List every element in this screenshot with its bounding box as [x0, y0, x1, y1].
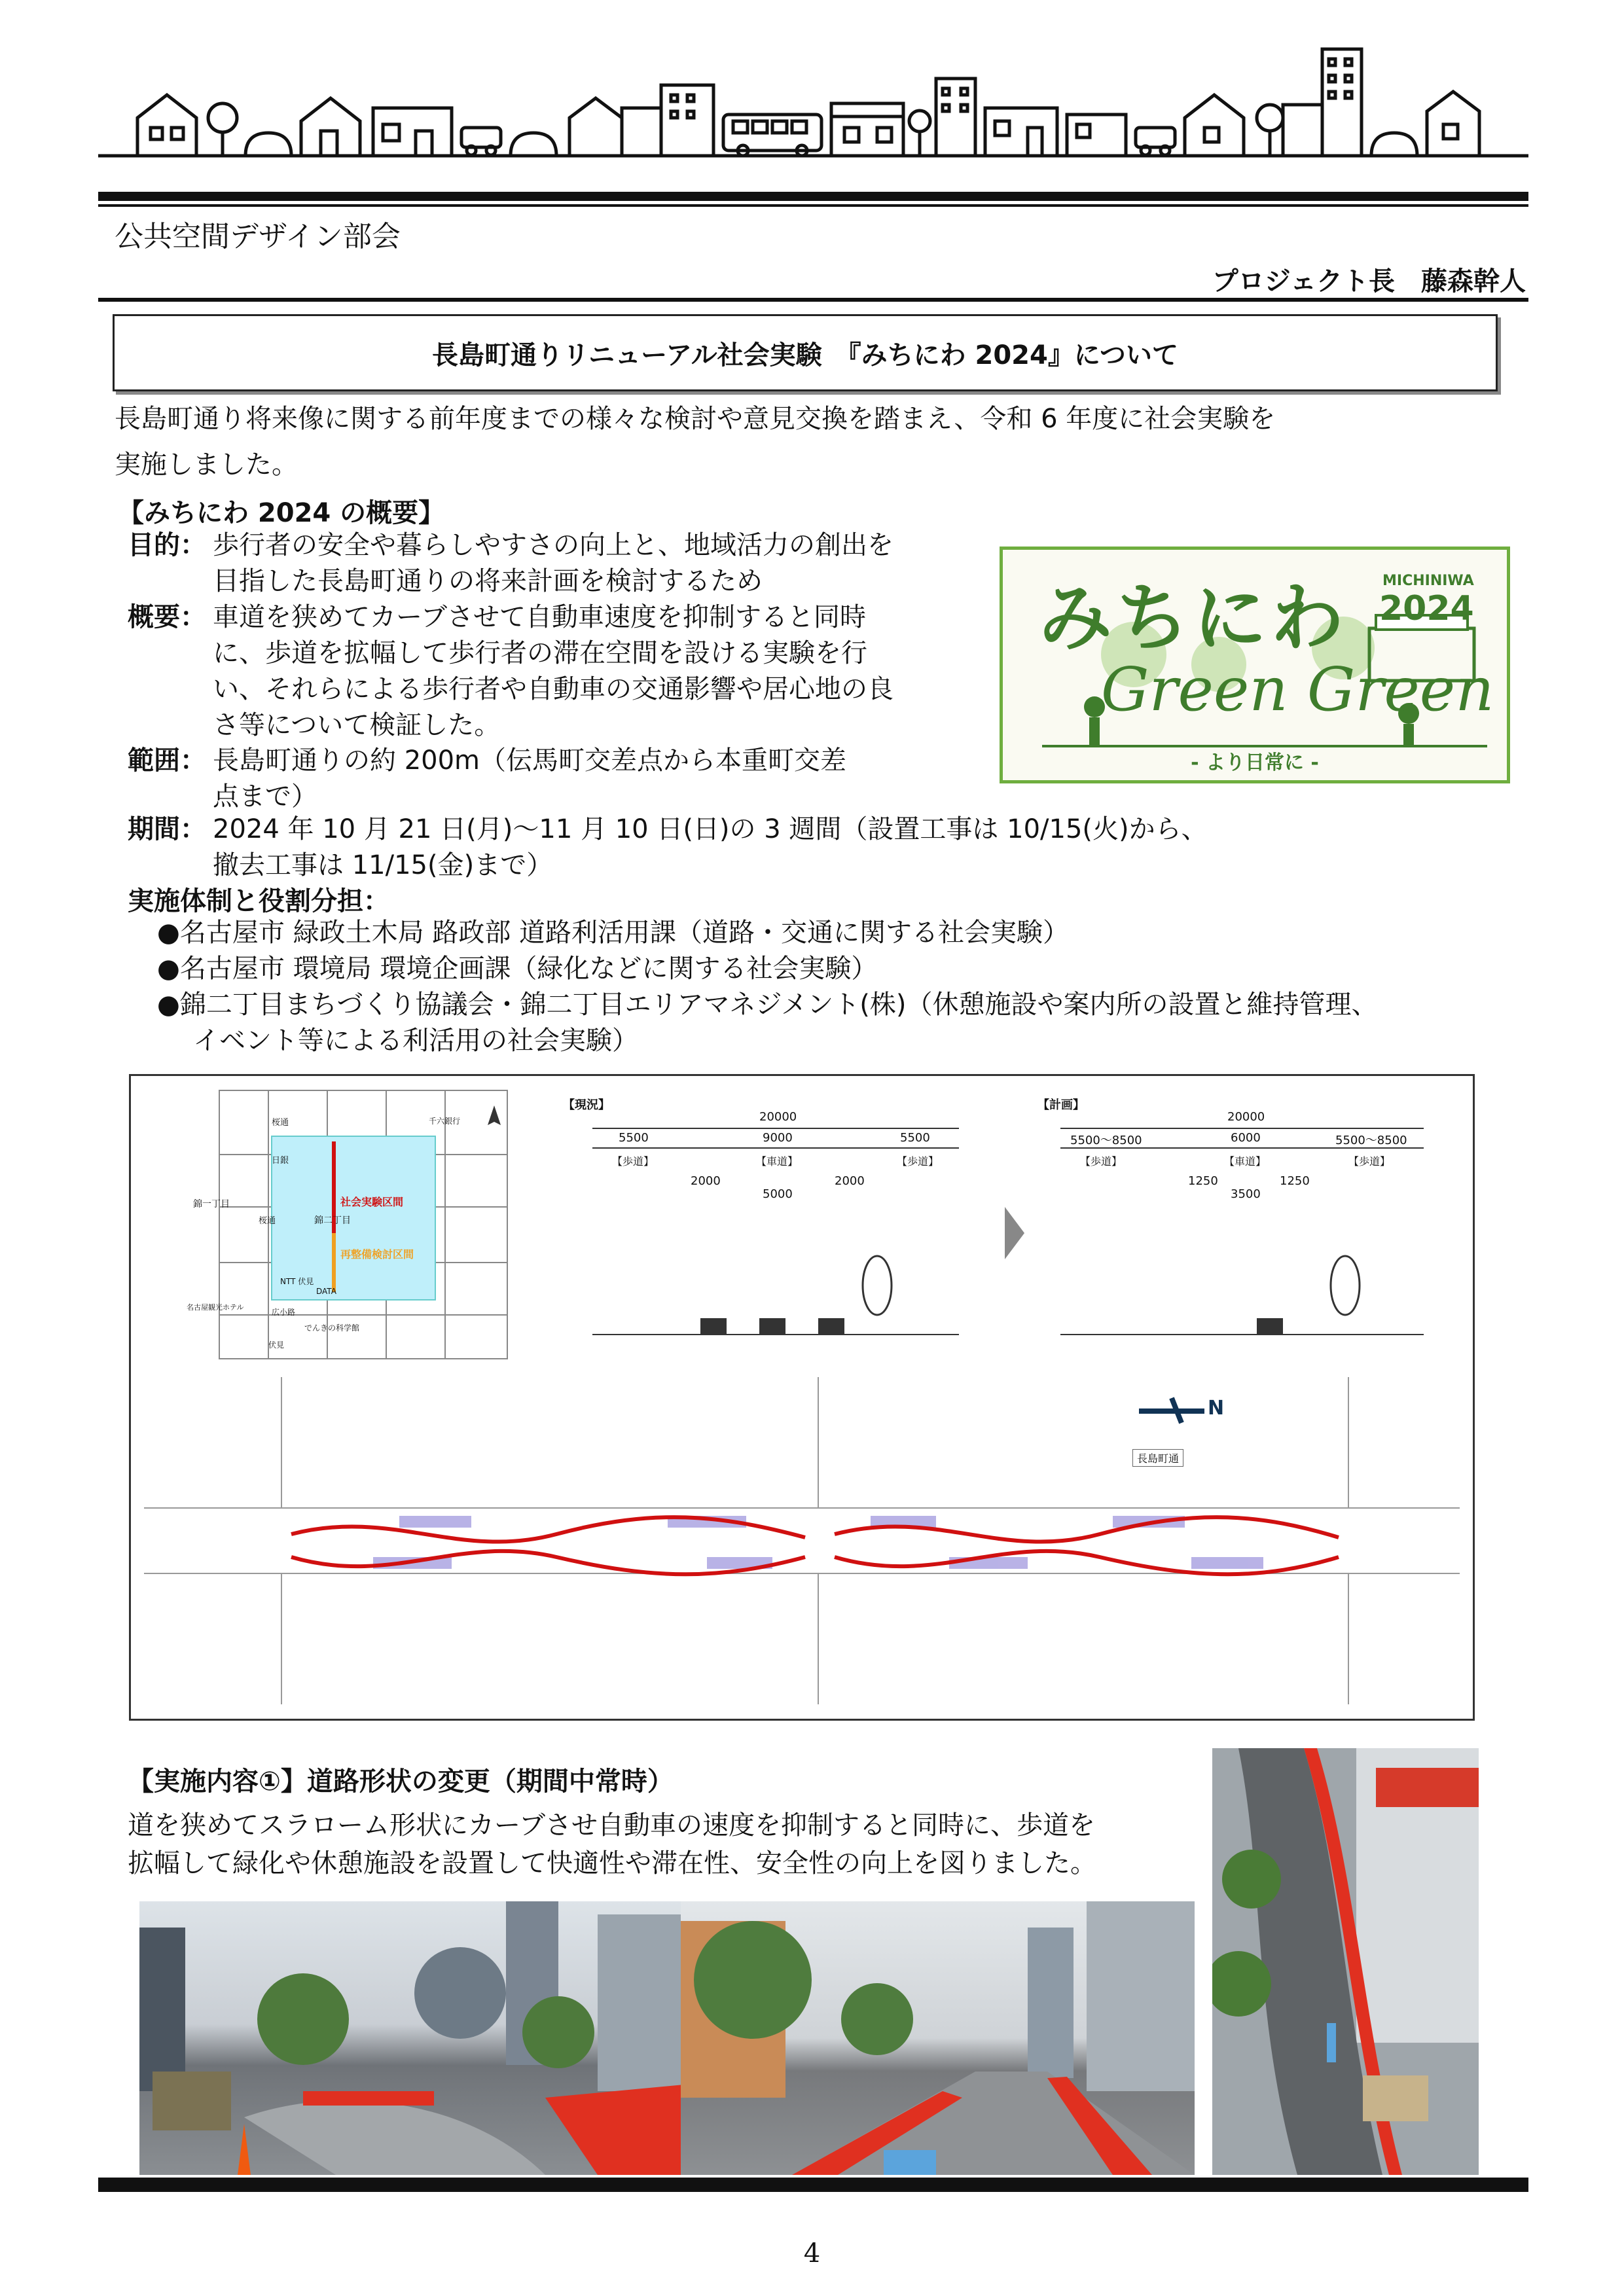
header-rule-thick	[98, 192, 1528, 201]
range-label: 範囲：	[128, 745, 206, 776]
plan-figure	[129, 1074, 1475, 1721]
period-label: 期間：	[128, 814, 206, 844]
content1-line-2: 拡幅して緑化や休憩施設を設置して快適性や滞在性、安全性の向上を図りました。	[128, 1848, 1096, 1878]
overview-heading: 【みちにわ 2024 の概要】	[118, 498, 445, 528]
map-label: 錦二丁目	[314, 1215, 351, 1226]
summary-row	[128, 600, 1057, 744]
plan-lane-left: 1250	[1188, 1174, 1218, 1188]
map-label-experiment: 社会実験区間	[340, 1196, 404, 1208]
plan-total: 20000	[1227, 1110, 1265, 1124]
summary-line-3: い、それらによる歩行者や自動車の交通影響や居心地の良	[213, 674, 893, 704]
logo-year: 2024	[1379, 589, 1474, 628]
plan-right: 5500～8500	[1335, 1134, 1407, 1147]
map-label: 桜通	[259, 1216, 276, 1226]
plan-road: 【車道】	[1224, 1155, 1267, 1168]
header-rule-thin	[98, 204, 1528, 207]
current-mid: 9000	[763, 1131, 793, 1145]
map-label: 桜通	[272, 1118, 289, 1128]
plan-left: 5500～8500	[1070, 1134, 1142, 1147]
logo-tagline: - より日常に -	[1191, 751, 1319, 774]
range-line-2: 点まで）	[213, 781, 317, 812]
map-label: 千六銀行	[429, 1117, 461, 1126]
article-title-box	[113, 314, 1498, 391]
purpose-label: 目的：	[128, 530, 206, 560]
map-label-redevelop: 再整備検討区間	[340, 1248, 414, 1261]
org-item: ●錦二丁目まちづくり協議会・錦二丁目エリアマネジメント(株)（休憩施設や案内所の設置と維持管理、	[157, 990, 1378, 1020]
map-label: DATA	[316, 1287, 336, 1296]
current-lane-left: 2000	[691, 1174, 721, 1188]
current-sidewalk-right: 【歩道】	[897, 1155, 939, 1168]
org-item: ●名古屋市 緑政土木局 路政部 道路利活用課（道路・交通に関する社会実験）	[157, 918, 1070, 948]
org-item: イベント等による利活用の社会実験）	[193, 1026, 638, 1056]
map-label: 錦一丁目	[193, 1199, 230, 1210]
current-road: 【車道】	[756, 1155, 799, 1168]
org-item: ●名古屋市 環境局 環境企画課（緑化などに関する社会実験）	[157, 954, 878, 984]
department-name: 公共空間デザイン部会	[115, 220, 401, 253]
current-lane-right: 2000	[835, 1174, 865, 1188]
current-left: 5500	[619, 1131, 649, 1145]
purpose-row	[128, 528, 1057, 600]
summary-label: 概要：	[128, 602, 206, 632]
map-label: でんきの科学館	[304, 1323, 360, 1333]
logo-title: みちにわ	[1039, 576, 1348, 661]
logo-green-green: Green Green	[1101, 655, 1494, 725]
intro-paragraph	[115, 396, 1437, 488]
intro-line-1: 長島町通り将来像に関する前年度までの様々な検討や意見交換を踏まえ、令和 6 年度に社会実験を	[115, 404, 1276, 434]
street-photo-2	[681, 1901, 1195, 2175]
org-list	[157, 915, 1506, 1059]
skyline-illustration	[98, 46, 1528, 164]
period-line-1: 2024 年 10 月 21 日(月)～11 月 10 日(日)の 3 週間（設置工事は 10/15(火)から、	[213, 814, 1208, 844]
content1-heading: 【実施内容①】道路形状の変更（期間中常時）	[128, 1767, 674, 1797]
map-label: 名古屋観光ホテル	[187, 1303, 244, 1312]
street-photo-1	[139, 1901, 684, 2175]
period-row	[128, 812, 1489, 884]
plan-lane-mid: 3500	[1231, 1187, 1261, 1201]
map-label: 日銀	[272, 1156, 289, 1166]
map-label: NTT 伏見	[280, 1277, 314, 1286]
logo-romaji: MICHINIWA	[1382, 573, 1474, 589]
current-right: 5500	[900, 1131, 930, 1145]
range-row	[128, 743, 1057, 815]
plan-lane-right: 1250	[1280, 1174, 1310, 1188]
current-label: 【現況】	[563, 1098, 610, 1112]
summary-line-1: 車道を狭めてカーブさせて自動車速度を抑制すると同時	[213, 602, 866, 632]
intro-line-2: 実施しました。	[115, 450, 298, 480]
north-label: N	[1208, 1397, 1225, 1420]
summary-line-4: さ等について検証した。	[213, 710, 501, 740]
range-line-1: 長島町通りの約 200m（伝馬町交差点から本重町交差	[213, 745, 847, 776]
street-photo-aerial	[1212, 1748, 1479, 2175]
leader-rule-thick	[98, 298, 1528, 302]
project-leader: プロジェクト長 藤森幹人	[1212, 266, 1526, 296]
purpose-line-1: 歩行者の安全や暮らしやすさの向上と、地域活力の創出を	[213, 530, 893, 560]
content1-paragraph	[128, 1806, 1208, 1882]
org-heading: 実施体制と役割分担：	[128, 886, 389, 916]
current-sidewalk-left: 【歩道】	[612, 1155, 655, 1168]
street-name-label: 長島町通	[1132, 1449, 1183, 1467]
current-total: 20000	[759, 1110, 797, 1124]
footer-rule	[98, 2178, 1528, 2192]
plan-mid: 6000	[1231, 1131, 1261, 1145]
map-label: 伏見	[268, 1340, 285, 1350]
current-lane-mid: 5000	[763, 1187, 793, 1201]
page-number: 4	[803, 2238, 821, 2269]
plan-label: 【計画】	[1038, 1098, 1085, 1112]
article-title: 長島町通りリニューアル社会実験 『みちにわ 2024』について	[431, 340, 1179, 370]
figure-drawing	[131, 1076, 1473, 1719]
period-line-2: 撤去工事は 11/15(金)まで）	[213, 850, 553, 880]
plan-sidewalk-right: 【歩道】	[1348, 1155, 1391, 1168]
map-label: 広小路	[272, 1308, 296, 1317]
content1-line-1: 道を狭めてスラローム形状にカーブさせ自動車の速度を抑制すると同時に、歩道を	[128, 1810, 1095, 1840]
michiniwa-logo	[1000, 547, 1510, 783]
purpose-line-2: 目指した長島町通りの将来計画を検討するため	[213, 566, 763, 596]
plan-sidewalk-left: 【歩道】	[1080, 1155, 1123, 1168]
summary-line-2: に、歩道を拡幅して歩行者の滞在空間を設ける実験を行	[213, 638, 867, 668]
